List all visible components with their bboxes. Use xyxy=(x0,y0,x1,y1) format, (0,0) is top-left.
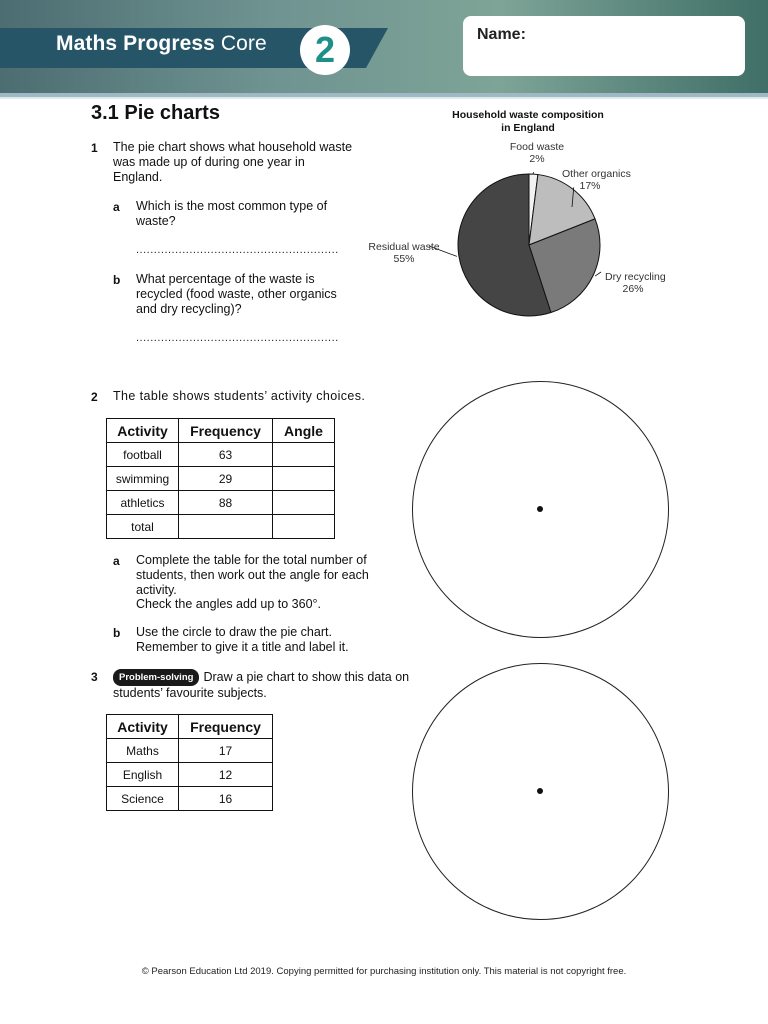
chart-title-line-1: Household waste composition xyxy=(452,109,604,121)
question-3-text-block xyxy=(113,669,413,701)
question-1b-text: What percentage of the waste is recycled (food waste, other organics and dry recycling)? xyxy=(136,272,337,316)
frequency-cell: 16 xyxy=(179,787,273,811)
level-badge: 2 xyxy=(300,25,350,75)
slice-value-label: 2% xyxy=(529,153,545,165)
slice-value-label: 17% xyxy=(579,180,601,192)
table-header-row xyxy=(107,715,273,739)
header-angle: Angle xyxy=(273,419,335,443)
copyright-footer: © Pearson Education Ltd 2019. Copying permitted for purchasing institution only. This material is not copyright free. xyxy=(141,966,627,977)
frequency-cell: 63 xyxy=(179,443,273,467)
circle-centre-dot xyxy=(537,506,543,512)
table-row xyxy=(107,739,273,763)
activity-cell: football xyxy=(107,443,179,467)
waste-pie-chart xyxy=(360,102,720,322)
name-field[interactable] xyxy=(463,16,745,76)
chart-title-line-2: in England xyxy=(501,122,555,134)
slice-label: Other organics xyxy=(562,168,631,180)
header-frequency: Frequency xyxy=(179,715,273,739)
activity-cell: athletics xyxy=(107,491,179,515)
header-activity: Activity xyxy=(107,715,179,739)
header-frequency: Frequency xyxy=(179,419,273,443)
angle-cell[interactable] xyxy=(273,443,335,467)
slice-label: Food waste xyxy=(509,141,565,153)
activity-cell: total xyxy=(107,515,179,539)
question-1a-text: Which is the most common type of waste? xyxy=(136,199,328,228)
question-2b-text: Use the circle to draw the pie chart. xyxy=(136,625,332,639)
series-title-light: Core xyxy=(220,32,267,55)
slice-value-label: 55% xyxy=(393,253,415,265)
subject-cell: Science xyxy=(107,787,179,811)
slice-label: Dry recycling xyxy=(605,271,666,283)
frequency-cell: 12 xyxy=(179,763,273,787)
series-title xyxy=(56,32,267,56)
angle-cell[interactable] xyxy=(273,491,335,515)
leader-line xyxy=(595,272,601,276)
question-3-number: 3 xyxy=(91,670,98,684)
problem-solving-badge: Problem-solving xyxy=(113,669,199,686)
activity-cell: swimming xyxy=(107,467,179,491)
leader-line xyxy=(533,172,534,174)
pie-slices xyxy=(458,174,600,316)
question-2a-text: Complete the table for the total number of students, then work out the angle for each activity. xyxy=(136,553,369,597)
question-1b-answer-line[interactable]: ......................................................... xyxy=(136,332,339,344)
circle-centre-dot xyxy=(537,788,543,794)
table-row xyxy=(107,467,335,491)
slice-label: Residual waste xyxy=(368,241,440,253)
page-title: 3.1 Pie charts xyxy=(91,102,220,124)
frequency-cell: 17 xyxy=(179,739,273,763)
header-activity: Activity xyxy=(107,419,179,443)
slice-value-label: 26% xyxy=(622,283,644,295)
question-2a-check: Check the angles add up to 360°. xyxy=(136,597,321,611)
question-1b-label: b xyxy=(113,273,121,287)
question-2-text: The table shows students’ activity choices. xyxy=(113,389,366,403)
subject-cell: Maths xyxy=(107,739,179,763)
frequency-cell: 29 xyxy=(179,467,273,491)
question-1-text: The pie chart shows what household waste was made up of during one year in England. xyxy=(113,140,353,184)
angle-cell[interactable] xyxy=(273,467,335,491)
header-divider-light xyxy=(0,97,768,99)
question-2b-label: b xyxy=(113,626,121,640)
question-2a-label: a xyxy=(113,554,120,568)
question-1-number: 1 xyxy=(91,141,98,155)
name-label: Name: xyxy=(477,26,526,43)
table-row xyxy=(107,515,335,539)
frequency-cell: 88 xyxy=(179,491,273,515)
table-header-row xyxy=(107,419,335,443)
table-row xyxy=(107,787,273,811)
question-2-number: 2 xyxy=(91,390,98,404)
series-title-bold: Maths Progress xyxy=(56,32,215,55)
subjects-table xyxy=(106,714,273,811)
activity-table xyxy=(106,418,335,539)
question-1a-answer-line[interactable]: ......................................................... xyxy=(136,244,339,256)
frequency-cell[interactable] xyxy=(179,515,273,539)
table-row xyxy=(107,763,273,787)
question-1a-label: a xyxy=(113,200,120,214)
question-2b-reminder: Remember to give it a title and label it. xyxy=(136,640,349,654)
table-row xyxy=(107,443,335,467)
angle-cell[interactable] xyxy=(273,515,335,539)
question-3-text: Draw a pie chart to show this data on students’ favourite subjects. xyxy=(113,670,410,700)
subject-cell: English xyxy=(107,763,179,787)
table-row xyxy=(107,491,335,515)
